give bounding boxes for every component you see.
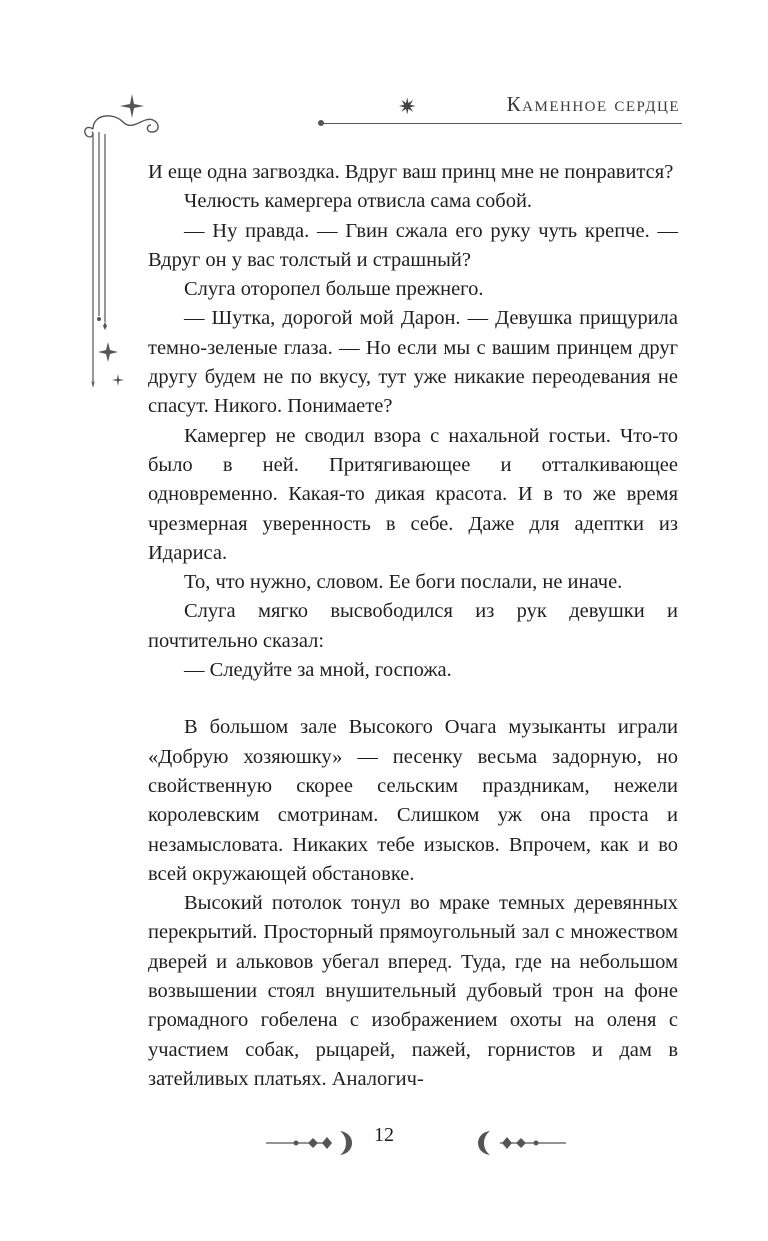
paragraph: Камергер не сводил взора с нахальной гостьи. Что-то было в ней. Притягивающее и отталкивающее одновременно. Какая-то дикая красота. И в то же время чрезмерная уверенность в себе. Даже для адептки из Идариса. xyxy=(148,424,678,564)
header-rule xyxy=(322,123,682,124)
paragraph: И еще одна загвоздка. Вдруг ваш принц мне не понравится? xyxy=(148,161,674,183)
body-text xyxy=(148,158,678,1094)
running-header-title: Каменное сердце xyxy=(506,92,680,116)
paragraph: Челюсть камергера отвисла сама собой. xyxy=(184,190,533,213)
paragraph: В большом зале Высокого Очага музыканты играли «Добрую хозяюшку» — песенку весьма задорную, но свойственную скорее сельским праздникам, нежели королевским смотринам. Слишком уж она проста и незамысловата. Никаких тебе изысков. Впрочем, как и во всей окружающей обстановке. xyxy=(148,716,678,885)
paragraph: Слуга мягко высвободился из рук девушки и почтительно сказал: xyxy=(148,600,678,652)
paragraph: — Следуйте за мной, госпожа. xyxy=(184,659,452,682)
paragraph: — Ну правда. — Гвин сжала его руку чуть крепче. — Вдруг он у вас толстый и страшный? xyxy=(148,219,678,271)
paragraph: Слуга оторопел больше прежнего. xyxy=(184,278,484,301)
header-rule-end-dot xyxy=(318,120,324,126)
paragraph: — Шутка, дорогой мой Дарон. — Девушка прищурила темно-зеленые глаза. — Но если мы с вашим принцем друг другу будем не по вкусу, тут уже никакие переодевания не спасут. Никого. Понимаете? xyxy=(148,307,678,418)
paragraph: Высокий потолок тонул во мраке темных деревянных перекрытий. Просторный прямоугольный зал с множеством дверей и альковов убегал вперед. Туда, где на небольшом возвышении стоял внушительный дубовый трон на фоне громадного гобелена с изображением охоты на оленя с участием собак, рыцарей, пажей, горнистов и дам в затейливых платьях. Аналогич- xyxy=(148,892,678,1090)
page-number: 12 xyxy=(374,1124,394,1146)
section-break xyxy=(148,685,678,713)
paragraph: То, что нужно, словом. Ее боги послали, не иначе. xyxy=(184,571,623,594)
header-star-ornament-icon: ✷ xyxy=(398,94,417,119)
